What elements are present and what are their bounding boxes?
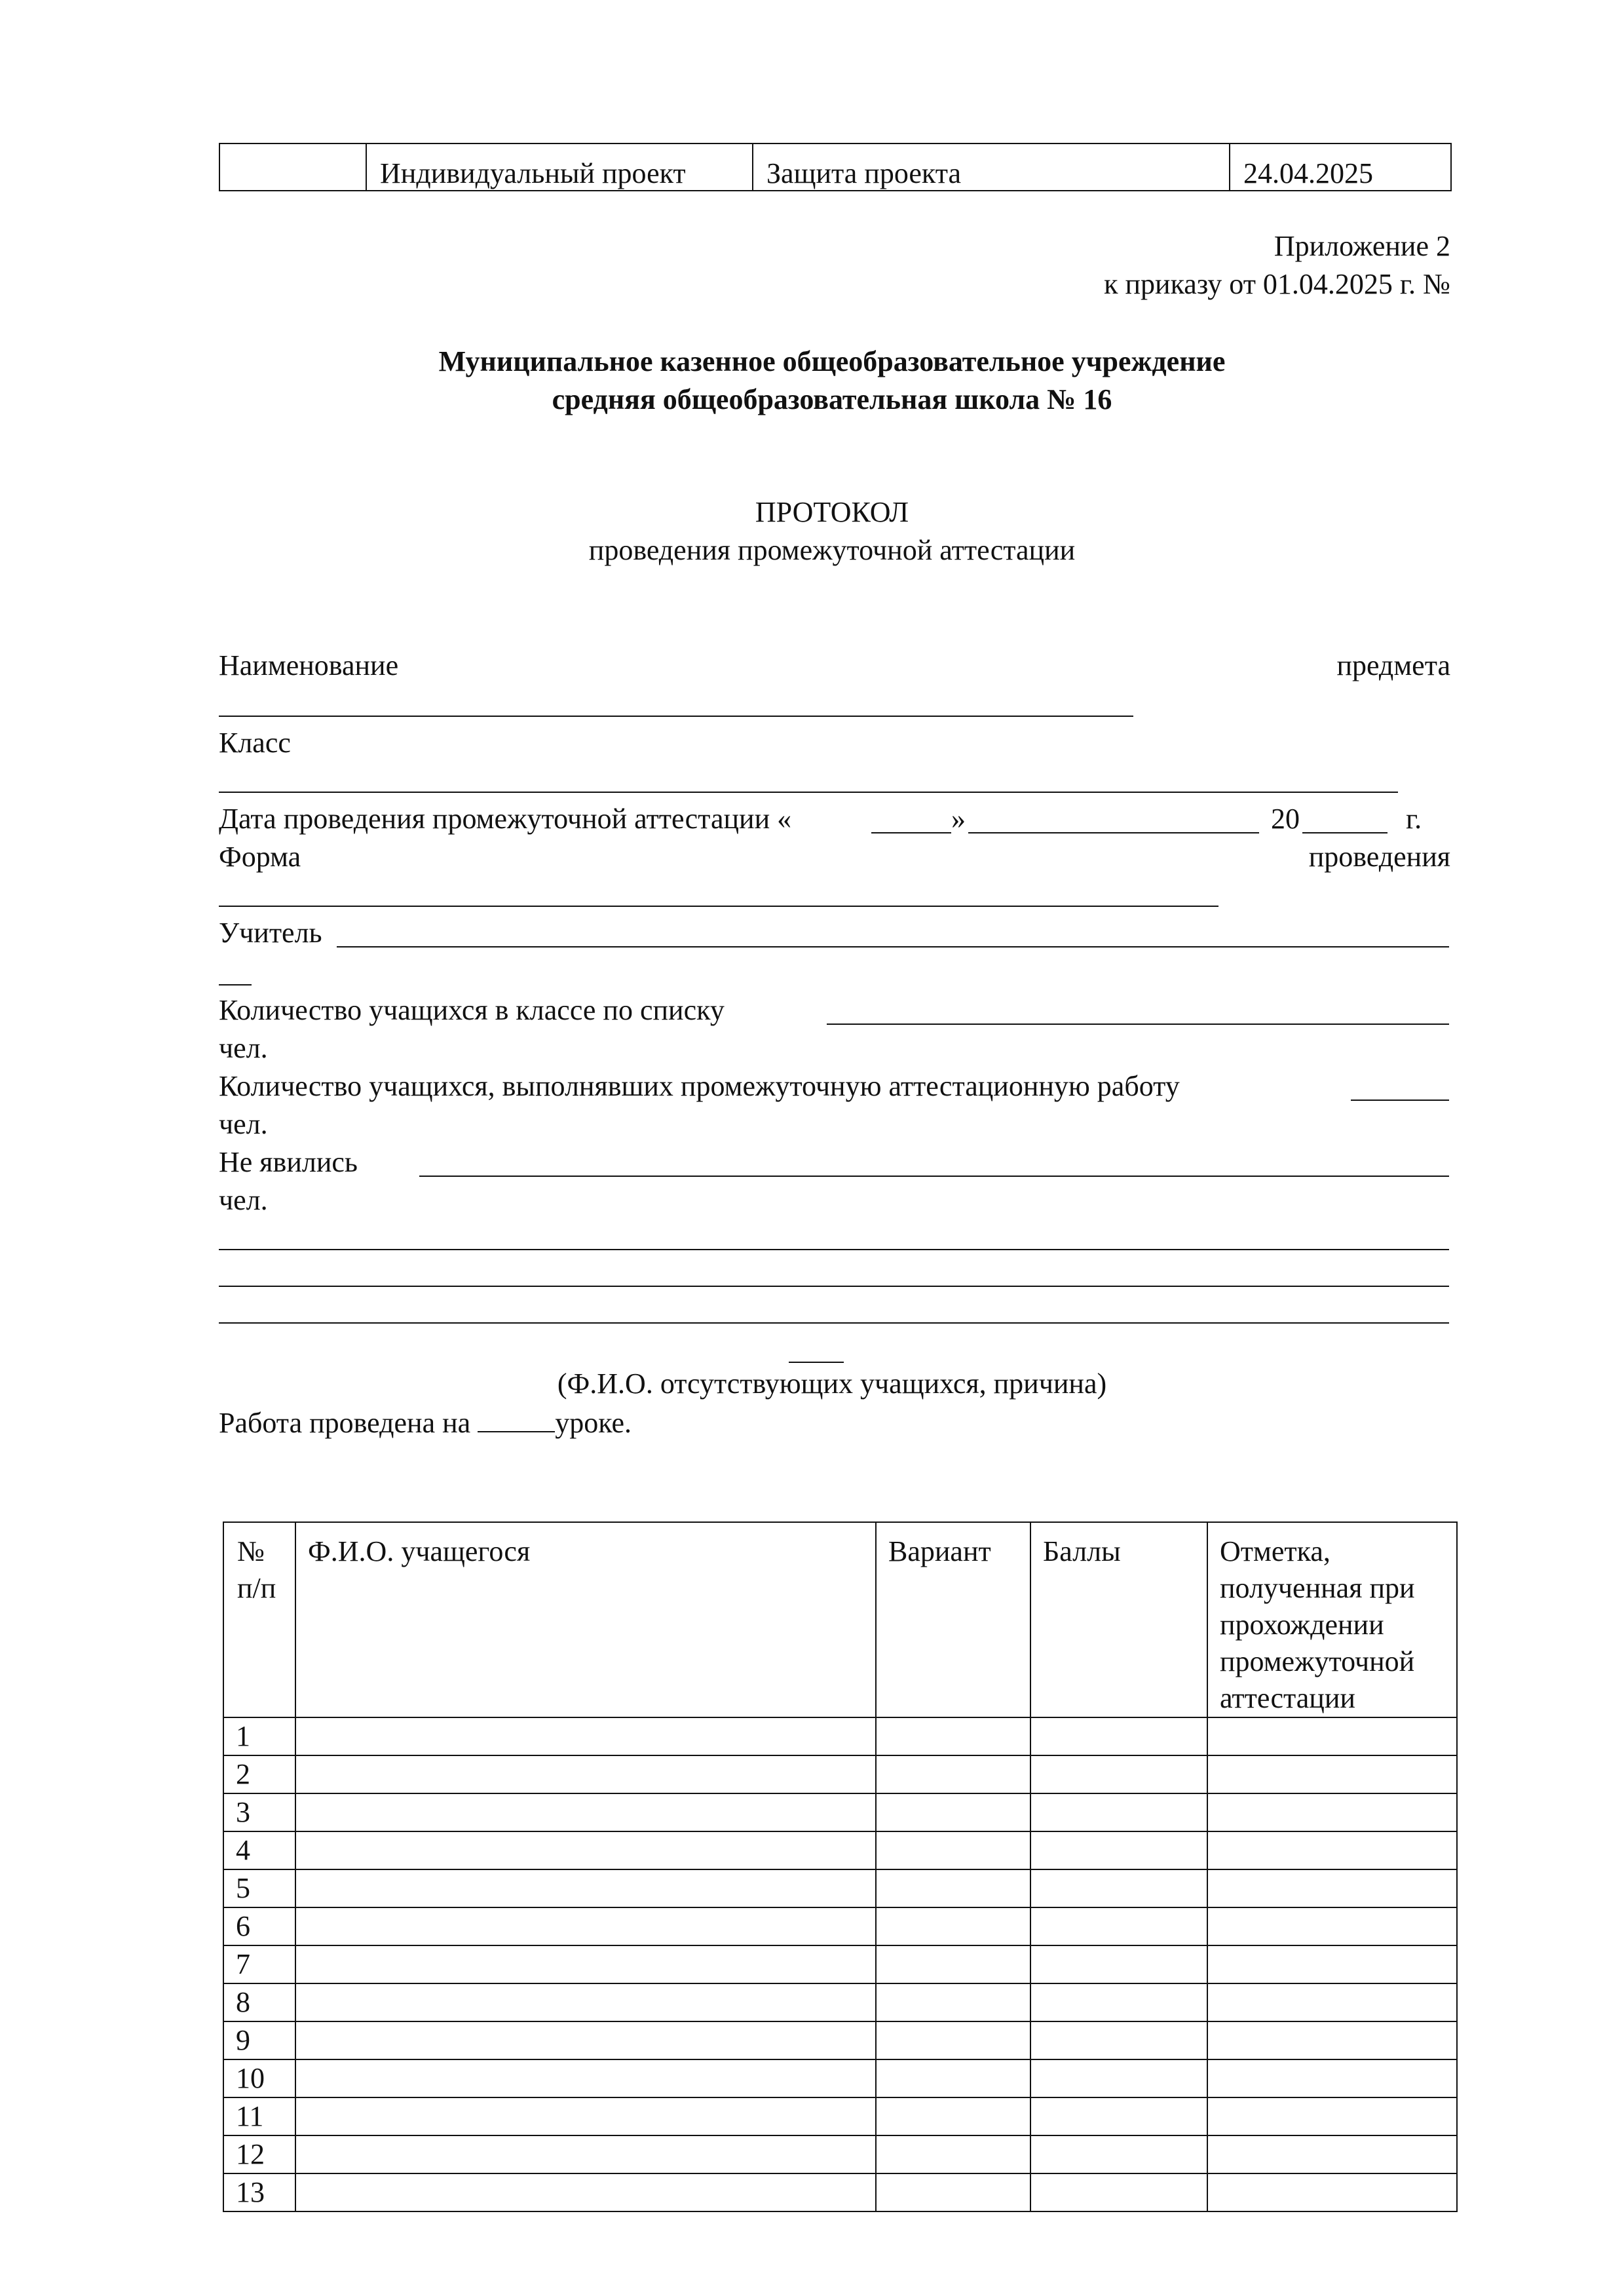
cell-mark[interactable]	[1207, 1755, 1457, 1793]
cell-score[interactable]	[1030, 1717, 1207, 1755]
count-list-field[interactable]	[827, 1024, 1449, 1025]
cell-variant[interactable]	[876, 1793, 1030, 1831]
row-number: 6	[223, 1907, 295, 1945]
cell-score[interactable]	[1030, 2173, 1207, 2211]
table-row	[223, 2097, 1457, 2135]
form-field-line[interactable]	[219, 906, 1218, 907]
cell-mark[interactable]	[1207, 1983, 1457, 2021]
absent-list-line-2[interactable]	[219, 1286, 1449, 1287]
appendix-number: Приложение 2	[1274, 230, 1450, 262]
absent-unit: чел.	[219, 1184, 268, 1216]
row-number: 2	[223, 1755, 295, 1793]
table-row	[223, 2059, 1457, 2097]
row-number: 3	[223, 1793, 295, 1831]
lesson-number-field[interactable]	[478, 1405, 555, 1432]
institution-name-line1: Муниципальное казенное общеобразовательное учреждение	[438, 345, 1226, 377]
absent-list-line-3[interactable]	[219, 1322, 1449, 1324]
cell-mark[interactable]	[1207, 1831, 1457, 1869]
subject-label-right: предмета	[1336, 649, 1450, 681]
cell-variant[interactable]	[876, 1755, 1030, 1793]
cell-fio[interactable]	[295, 1983, 876, 2021]
cell-score[interactable]	[1030, 1983, 1207, 2021]
cell-mark[interactable]	[1207, 2135, 1457, 2173]
strip-cell-project: Индивидуальный проект	[366, 144, 753, 191]
row-number: 4	[223, 1831, 295, 1869]
subject-label: Наименование	[219, 649, 399, 681]
cell-variant[interactable]	[876, 2097, 1030, 2135]
cell-score[interactable]	[1030, 1755, 1207, 1793]
count-list-label: Количество учащихся в классе по списку	[219, 994, 725, 1026]
row-number: 11	[223, 2097, 295, 2135]
table-row	[223, 1907, 1457, 1945]
cell-score[interactable]	[1030, 2059, 1207, 2097]
cell-fio[interactable]	[295, 1869, 876, 1907]
lesson-suffix: уроке.	[555, 1407, 632, 1439]
date-label: Дата проведения промежуточной аттестации «	[219, 803, 792, 835]
cell-score[interactable]	[1030, 2135, 1207, 2173]
cell-score[interactable]	[1030, 1831, 1207, 1869]
lesson-prefix: Работа проведена на	[219, 1407, 478, 1439]
strip-cell-date: 24.04.2025	[1230, 144, 1451, 191]
date-day-field[interactable]	[871, 832, 951, 833]
count-done-field[interactable]	[1351, 1100, 1449, 1101]
form-label: Форма	[219, 841, 301, 873]
cell-fio[interactable]	[295, 2097, 876, 2135]
cell-variant[interactable]	[876, 1831, 1030, 1869]
class-label: Класс	[219, 727, 291, 759]
cell-mark[interactable]	[1207, 1717, 1457, 1755]
row-number: 12	[223, 2135, 295, 2173]
cell-mark[interactable]	[1207, 1793, 1457, 1831]
institution-name-line2: средняя общеобразовательная школа № 16	[552, 383, 1112, 415]
cell-fio[interactable]	[295, 1907, 876, 1945]
count-done-label: Количество учащихся, выполнявших промежуточную аттестационную работу	[219, 1070, 1180, 1102]
cell-mark[interactable]	[1207, 2097, 1457, 2135]
row-number: 8	[223, 1983, 295, 2021]
cell-mark[interactable]	[1207, 2021, 1457, 2059]
cell-score[interactable]	[1030, 1793, 1207, 1831]
header-num: № п/п	[223, 1522, 295, 1717]
form-label-right: проведения	[1308, 841, 1450, 873]
cell-variant[interactable]	[876, 1717, 1030, 1755]
cell-mark[interactable]	[1207, 2173, 1457, 2211]
date-month-field[interactable]	[968, 832, 1259, 833]
row-number: 10	[223, 2059, 295, 2097]
cell-fio[interactable]	[295, 1793, 876, 1831]
document-subtitle: проведения промежуточной аттестации	[588, 534, 1076, 566]
cell-mark[interactable]	[1207, 2059, 1457, 2097]
table-row	[223, 1869, 1457, 1907]
table-row	[223, 1793, 1457, 1831]
count-list-unit: чел.	[219, 1032, 268, 1064]
cell-variant[interactable]	[876, 1907, 1030, 1945]
header-strip-table	[219, 143, 1452, 191]
cell-score[interactable]	[1030, 1907, 1207, 1945]
teacher-label: Учитель	[219, 917, 322, 949]
teacher-field-line[interactable]	[337, 946, 1449, 947]
table-row	[223, 1983, 1457, 2021]
lesson-label	[219, 1405, 632, 1442]
teacher-field-line-2[interactable]	[219, 984, 252, 985]
cell-fio[interactable]	[295, 2173, 876, 2211]
cell-variant[interactable]	[876, 1983, 1030, 2021]
header-mark: Отметка, полученная при прохождении промежуточной аттестации	[1207, 1522, 1457, 1717]
cell-fio[interactable]	[295, 1717, 876, 1755]
cell-score[interactable]	[1030, 1869, 1207, 1907]
table-row	[223, 2021, 1457, 2059]
cell-fio[interactable]	[295, 2021, 876, 2059]
row-number: 5	[223, 1869, 295, 1907]
document-title: ПРОТОКОЛ	[755, 496, 909, 528]
table-row	[223, 1831, 1457, 1869]
subject-field-line[interactable]	[219, 716, 1133, 717]
date-year-suffix: г.	[1406, 803, 1422, 835]
cell-variant[interactable]	[876, 1945, 1030, 1983]
row-number: 1	[223, 1717, 295, 1755]
strip-cell-empty	[219, 144, 366, 191]
table-row	[223, 1717, 1457, 1755]
cell-score[interactable]	[1030, 2021, 1207, 2059]
appendix-order: к приказу от 01.04.2025 г. №	[1104, 268, 1450, 300]
cell-mark[interactable]	[1207, 1869, 1457, 1907]
cell-fio[interactable]	[295, 2135, 876, 2173]
row-number: 9	[223, 2021, 295, 2059]
date-year-prefix: 20	[1271, 803, 1300, 835]
cell-fio[interactable]	[295, 2059, 876, 2097]
cell-fio[interactable]	[295, 1831, 876, 1869]
date-year-field[interactable]	[1302, 832, 1388, 833]
row-number: 7	[223, 1945, 295, 1983]
absent-list-line-4[interactable]	[789, 1362, 844, 1363]
table-row	[223, 2173, 1457, 2211]
header-score: Баллы	[1030, 1522, 1207, 1717]
absent-list-line-1[interactable]	[219, 1249, 1449, 1250]
table-row	[223, 2135, 1457, 2173]
cell-variant[interactable]	[876, 1869, 1030, 1907]
cell-variant[interactable]	[876, 2021, 1030, 2059]
header-variant: Вариант	[876, 1522, 1030, 1717]
absent-label: Не явились	[219, 1146, 358, 1178]
table-row	[223, 1945, 1457, 1983]
table-row	[223, 1755, 1457, 1793]
date-quote-close: »	[951, 803, 966, 835]
row-number: 13	[223, 2173, 295, 2211]
absent-caption: (Ф.И.О. отсутствующих учащихся, причина)	[557, 1368, 1107, 1400]
cell-mark[interactable]	[1207, 1907, 1457, 1945]
strip-cell-defense: Защита проекта	[753, 144, 1230, 191]
cell-mark[interactable]	[1207, 1945, 1457, 1983]
header-fio: Ф.И.О. учащегося	[295, 1522, 876, 1717]
class-field-line[interactable]	[219, 792, 1398, 793]
absent-count-field[interactable]	[419, 1176, 1449, 1177]
count-done-unit: чел.	[219, 1108, 268, 1140]
cell-fio[interactable]	[295, 1755, 876, 1793]
cell-score[interactable]	[1030, 2097, 1207, 2135]
results-table	[223, 1521, 1458, 2212]
cell-score[interactable]	[1030, 1945, 1207, 1983]
cell-variant[interactable]	[876, 2135, 1030, 2173]
cell-fio[interactable]	[295, 1945, 876, 1983]
cell-variant[interactable]	[876, 2173, 1030, 2211]
cell-variant[interactable]	[876, 2059, 1030, 2097]
